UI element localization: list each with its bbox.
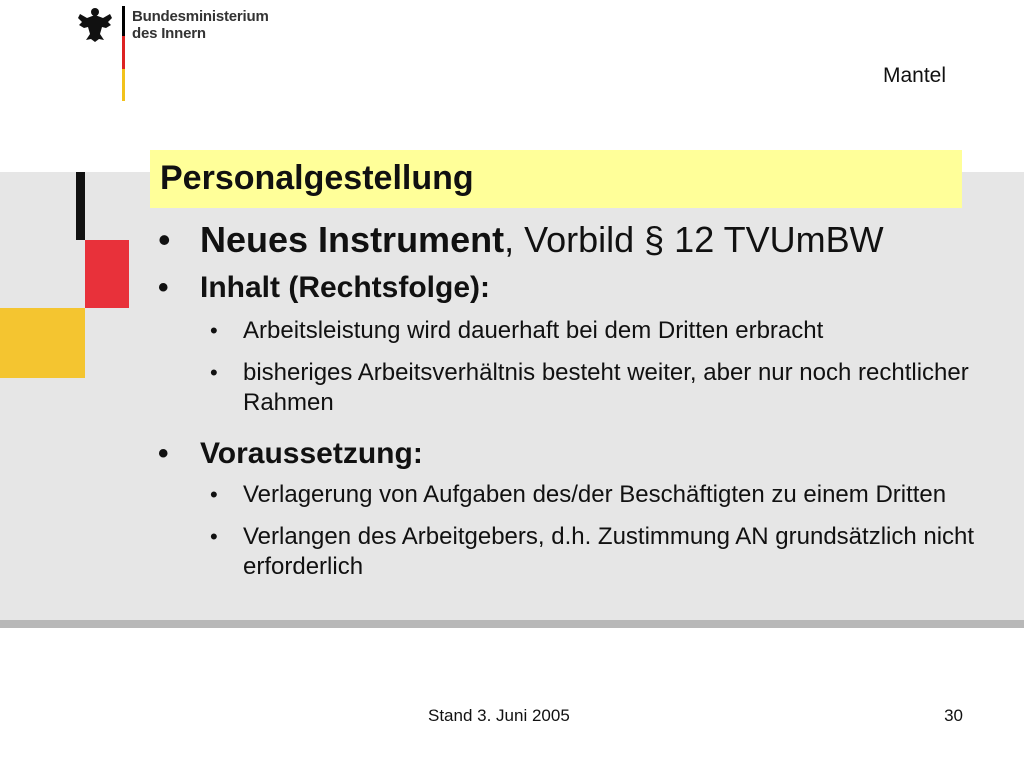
bullet-icon: •	[158, 271, 169, 304]
section-label: Mantel	[882, 64, 946, 87]
federal-eagle-icon	[76, 4, 114, 44]
sub-bullet-item	[150, 316, 980, 346]
bullet-text: Verlagerung von Aufgaben des/der Beschäftigten zu einem Dritten	[243, 481, 947, 508]
bullet-icon: •	[210, 482, 218, 507]
ministry-logo	[76, 4, 276, 104]
flag-stripe-gold	[122, 69, 125, 101]
flag-stripe-red	[122, 36, 125, 69]
bullet-icon: •	[210, 524, 218, 549]
bullet-item	[150, 218, 980, 262]
decor-red-block	[85, 240, 129, 308]
bullet-text: Voraussetzung:	[200, 437, 423, 470]
bullet-text-bold: Neues Instrument	[200, 219, 505, 260]
slide-title: Personalgestellung	[160, 159, 474, 197]
ministry-name	[132, 8, 269, 42]
bullet-item	[150, 436, 980, 472]
bullet-text: Inhalt (Rechtsfolge):	[200, 271, 490, 304]
bullet-text: bisheriges Arbeitsverhältnis besteht weiter, aber nur noch rechtlicher Rahmen	[243, 359, 969, 416]
sub-bullet-item	[150, 358, 980, 418]
bullet-icon: •	[210, 318, 218, 343]
ministry-name-line1: Bundesministerium	[132, 8, 269, 25]
ministry-name-line2: des Innern	[132, 25, 206, 42]
bullet-text: Arbeitsleistung wird dauerhaft bei dem Dritten erbracht	[243, 317, 824, 344]
bullet-text: Verlangen des Arbeitgebers, d.h. Zustimmung AN grundsätzlich nicht erforderlich	[243, 523, 975, 580]
bullet-item	[150, 270, 980, 306]
decor-yellow-block	[0, 308, 85, 378]
flag-stripe-black	[122, 6, 125, 36]
title-box	[150, 150, 962, 208]
bullet-text: , Vorbild § 12 TVUmBW	[504, 219, 884, 260]
bullet-icon: •	[158, 437, 169, 470]
slide-content	[150, 218, 980, 594]
footer-date: Stand 3. Juni 2005	[428, 706, 570, 725]
sub-bullet-item	[150, 522, 980, 582]
decor-black-bar	[76, 172, 85, 240]
sub-bullet-item	[150, 480, 980, 510]
bullet-icon: •	[210, 360, 218, 385]
page-number: 30	[944, 706, 963, 725]
bullet-icon: •	[158, 219, 171, 260]
band-bottom-line	[0, 620, 1024, 628]
